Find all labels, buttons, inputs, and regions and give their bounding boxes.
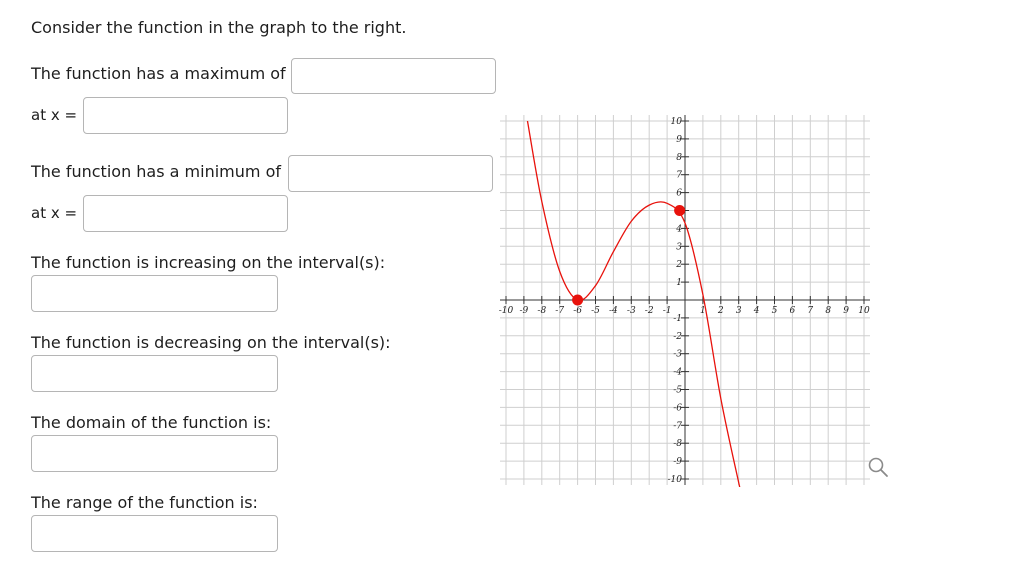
x-tick-label: 8 (825, 306, 832, 316)
x-tick-label: 2 (717, 306, 724, 316)
range-label: The range of the function is: (31, 493, 258, 512)
y-tick-label: -2 (673, 331, 682, 342)
instruction-text: Consider the function in the graph to the right. (31, 18, 407, 37)
y-tick-label: -5 (673, 385, 682, 396)
y-tick-label: -8 (673, 439, 682, 450)
y-tick-label: 10 (670, 117, 682, 127)
x-tick-label: 7 (807, 306, 814, 316)
x-tick-label: 9 (843, 306, 849, 316)
domain-input[interactable] (31, 435, 278, 472)
y-tick-label: 9 (676, 134, 682, 145)
x-tick-label: 4 (753, 306, 760, 316)
maximum-label: The function has a maximum of (31, 64, 286, 83)
y-tick-label: -7 (673, 421, 682, 432)
y-tick-label: 4 (676, 224, 682, 235)
x-tick-label: -5 (591, 306, 600, 316)
x-tick-label: -9 (519, 306, 529, 316)
extremum-point (572, 295, 583, 306)
maximum-value-input[interactable] (291, 58, 496, 94)
decreasing-interval-input[interactable] (31, 355, 278, 392)
minimum-label: The function has a minimum of (31, 162, 281, 181)
minimum-x-label: at x = (31, 204, 78, 222)
x-tick-label: -6 (573, 306, 582, 316)
range-input[interactable] (31, 515, 278, 552)
y-tick-label: -1 (673, 313, 682, 324)
y-tick-label: 6 (676, 188, 682, 199)
x-tick-label: 1 (700, 306, 706, 316)
domain-label: The domain of the function is: (31, 413, 272, 432)
y-tick-label: 3 (676, 242, 682, 253)
y-tick-label: -3 (673, 349, 682, 360)
maximum-x-input[interactable] (83, 97, 288, 134)
magnifier-icon[interactable] (866, 455, 890, 483)
minimum-value-input[interactable] (288, 155, 493, 192)
y-tick-label: 8 (676, 152, 682, 163)
y-tick-label: -4 (673, 367, 682, 378)
y-tick-label: 2 (676, 260, 682, 271)
y-tick-label: -9 (673, 457, 682, 468)
increasing-interval-input[interactable] (31, 275, 278, 312)
x-tick-label: -10 (498, 306, 514, 316)
extremum-point (674, 205, 685, 216)
maximum-x-label: at x = (31, 106, 78, 124)
y-tick-label: 1 (676, 278, 682, 289)
x-tick-label: 5 (771, 306, 778, 316)
increasing-label: The function is increasing on the interval(s): (31, 253, 386, 272)
x-tick-label: 3 (735, 306, 742, 316)
x-tick-label: -4 (609, 306, 618, 316)
x-tick-label: 10 (858, 306, 870, 316)
function-graph (498, 100, 895, 485)
decreasing-label: The function is decreasing on the interval(s): (31, 333, 391, 352)
x-tick-label: -2 (644, 306, 654, 316)
minimum-x-input[interactable] (83, 195, 288, 232)
y-tick-label: -6 (673, 403, 682, 414)
x-tick-label: -1 (662, 306, 672, 316)
x-tick-label: 6 (789, 306, 796, 316)
x-tick-label: -8 (537, 306, 547, 316)
x-tick-label: -3 (626, 306, 636, 316)
y-tick-label: -10 (667, 475, 682, 485)
y-tick-label: 7 (676, 170, 682, 181)
x-tick-label: -7 (555, 306, 565, 316)
